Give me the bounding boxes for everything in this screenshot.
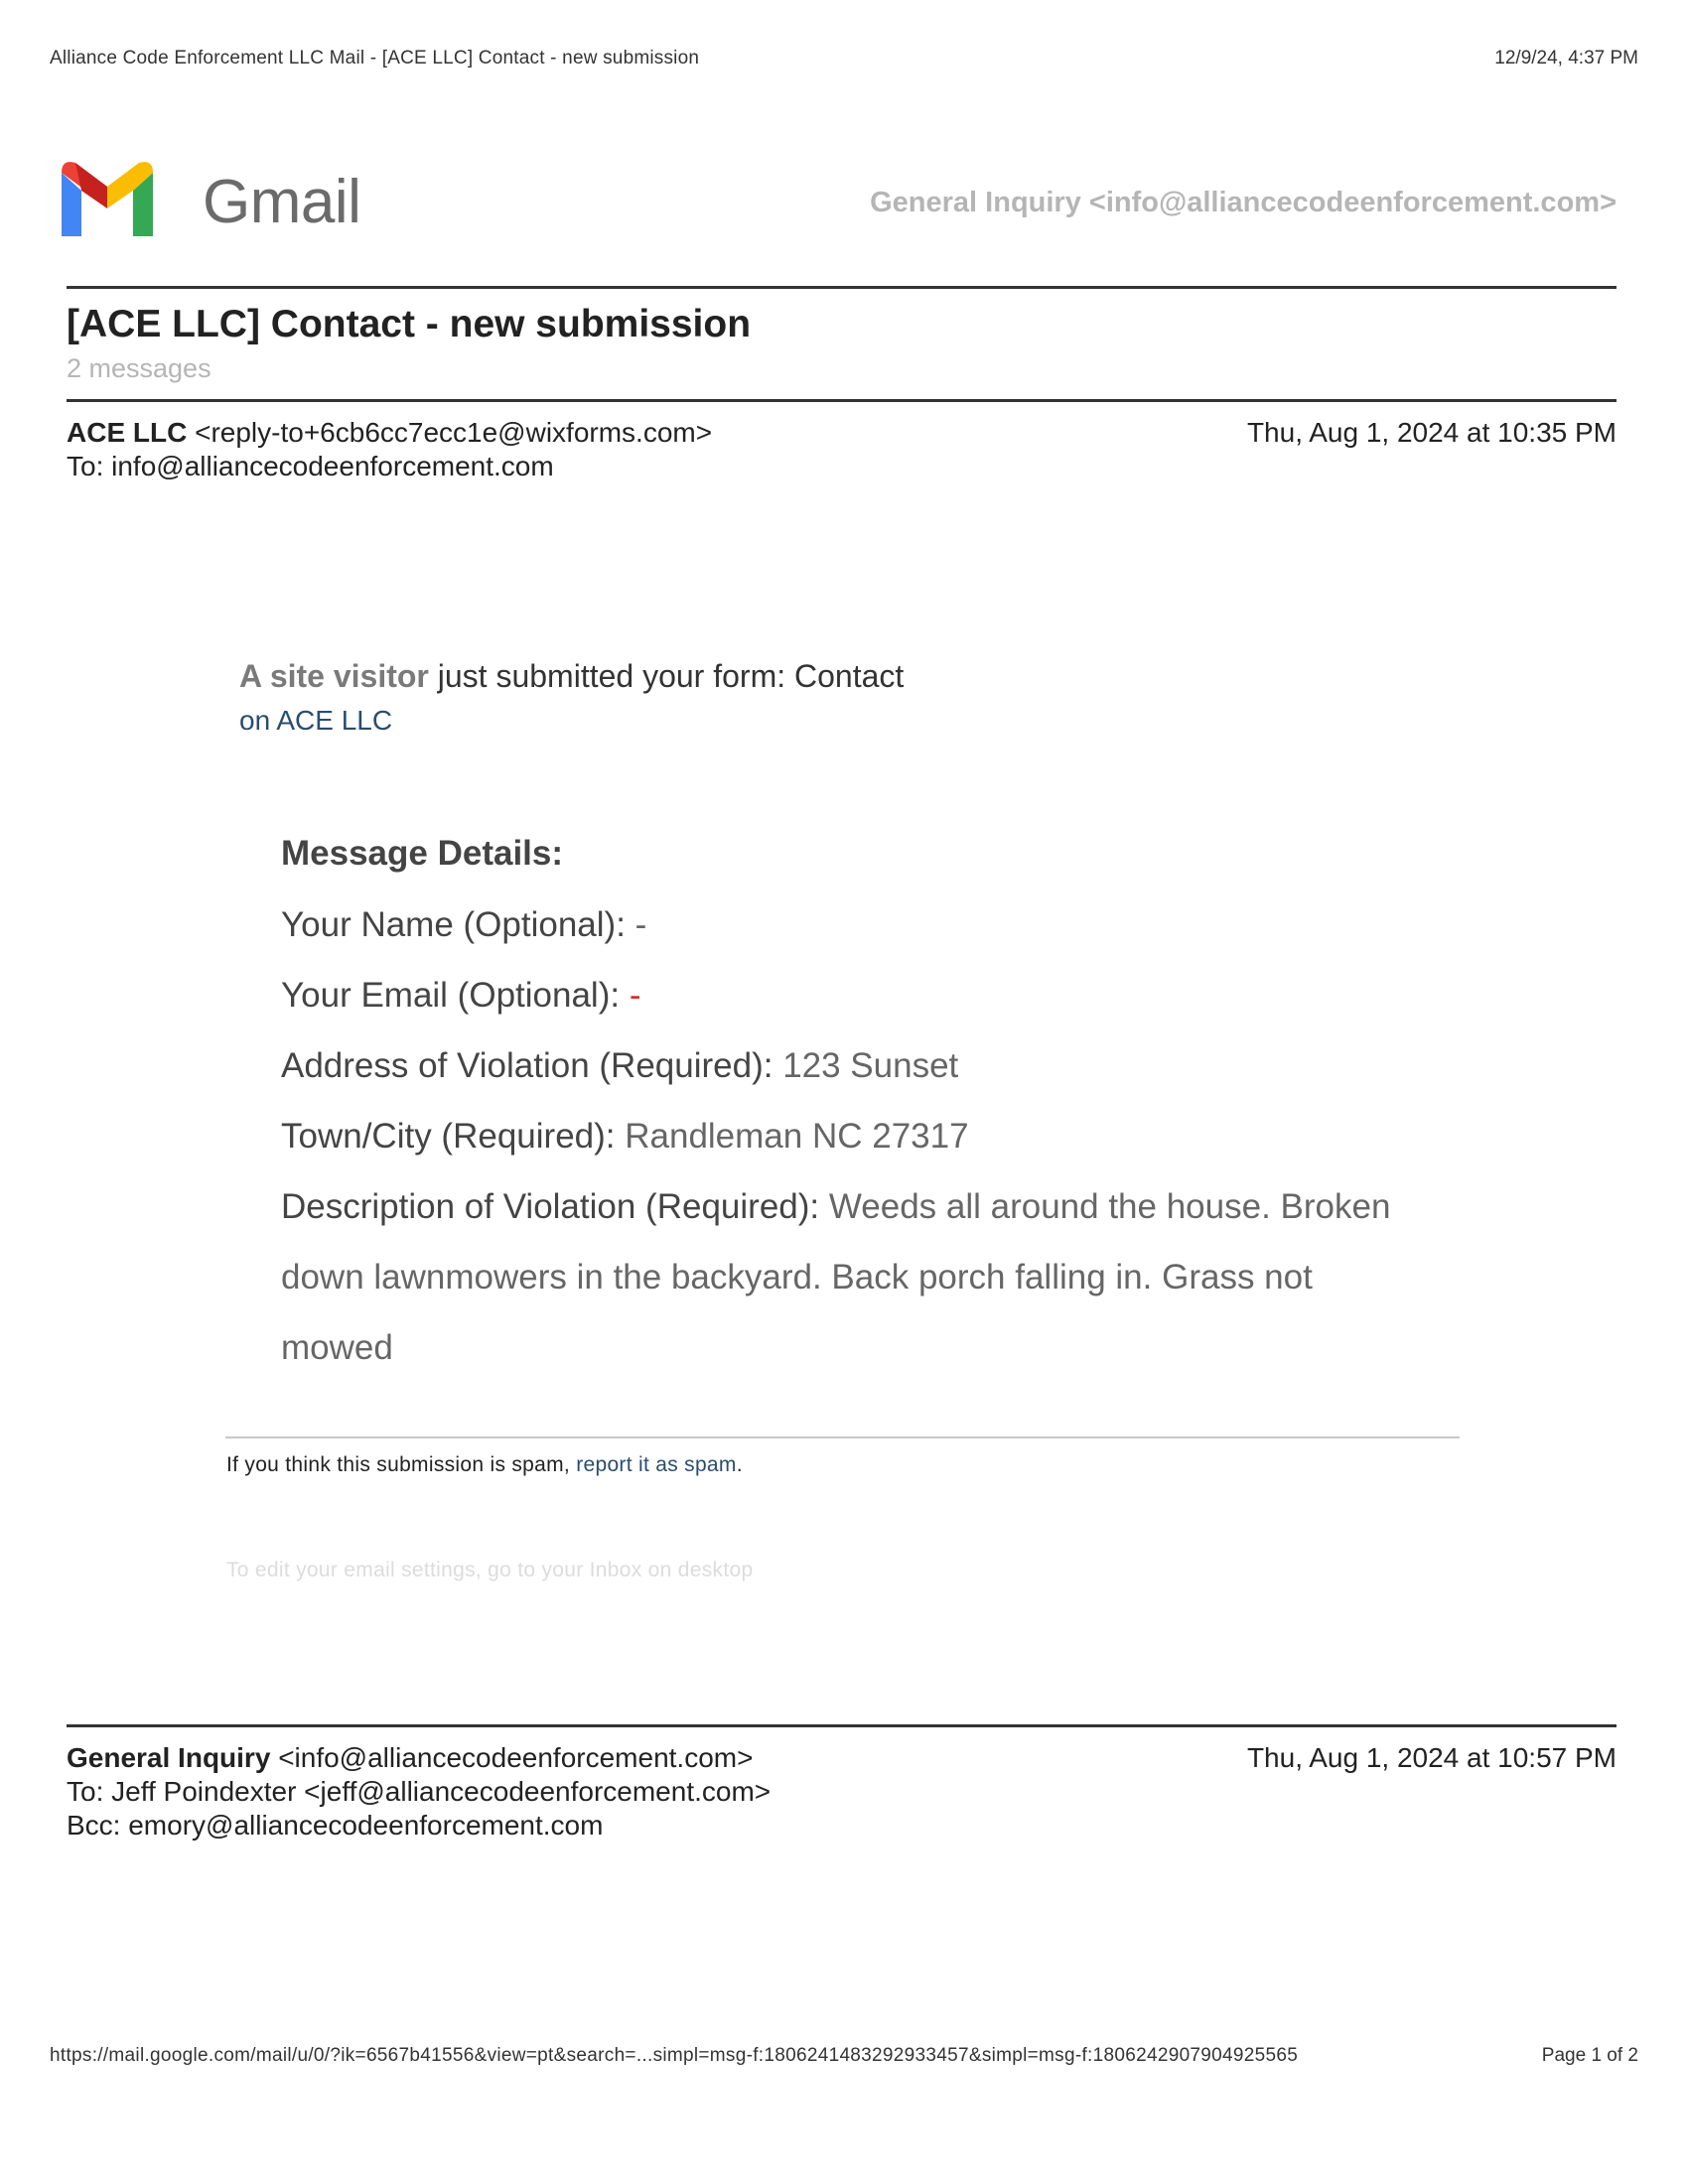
account-address: General Inquiry <info@alliancecodeenforcement.com> xyxy=(870,187,1617,218)
message1-from xyxy=(67,417,712,449)
visitor-text: just submitted your form: Contact xyxy=(428,658,905,694)
field-value: - xyxy=(634,905,647,944)
visitor-label: A site visitor xyxy=(239,658,429,694)
message2-to: To: Jeff Poindexter <jeff@alliancecodeenforcement.com> xyxy=(67,1776,772,1807)
visitor-summary xyxy=(239,658,904,695)
field-label: Your Name (Optional): xyxy=(281,905,635,944)
print-page-number: Page 1 of 2 xyxy=(1541,2045,1638,2066)
field-value: Weeds all around the house. Broken xyxy=(828,1187,1391,1226)
field-value: - xyxy=(629,976,641,1015)
message-details-heading: Message Details: xyxy=(281,834,564,873)
thread-message-count: 2 messages xyxy=(67,353,211,383)
field-value: 123 Sunset xyxy=(782,1046,959,1085)
header-divider xyxy=(67,286,1617,289)
field-town-city xyxy=(281,1117,969,1157)
field-label: Town/City (Required): xyxy=(281,1117,626,1156)
thread-divider xyxy=(67,399,1617,402)
field-your-email xyxy=(281,976,640,1016)
email-settings-note: To edit your email settings, go to your Inbox on desktop xyxy=(226,1559,754,1581)
message1-to: To: info@alliancecodeenforcement.com xyxy=(67,451,554,481)
print-datetime: 12/9/24, 4:37 PM xyxy=(1494,48,1638,68)
field-label: Your Email (Optional): xyxy=(281,976,630,1015)
message2-bcc: Bcc: emory@alliancecodeenforcement.com xyxy=(67,1810,604,1841)
field-address xyxy=(281,1046,958,1086)
site-name: on ACE LLC xyxy=(239,705,393,736)
description-continued: mowed xyxy=(281,1328,393,1367)
field-label: Address of Violation (Required): xyxy=(281,1046,783,1085)
gmail-m-icon xyxy=(56,157,159,242)
spam-notice xyxy=(226,1453,743,1477)
description-continued: down lawnmowers in the backyard. Back porch falling in. Grass not xyxy=(281,1258,1313,1297)
body-divider xyxy=(225,1436,1460,1438)
message2-from xyxy=(67,1742,753,1774)
print-page-title: Alliance Code Enforcement LLC Mail - [ACE LLC] Contact - new submission xyxy=(50,48,700,68)
spam-text: If you think this submission is spam, xyxy=(226,1453,577,1476)
gmail-wordmark: Gmail xyxy=(203,168,361,236)
message1-date: Thu, Aug 1, 2024 at 10:35 PM xyxy=(1246,417,1617,448)
message2-date: Thu, Aug 1, 2024 at 10:57 PM xyxy=(1246,1742,1617,1773)
message2-sender-address: <info@alliancecodeenforcement.com> xyxy=(278,1742,754,1773)
field-your-name xyxy=(281,905,646,945)
message2-sender-name: General Inquiry xyxy=(67,1742,271,1773)
message1-sender-name: ACE LLC xyxy=(67,417,188,448)
spam-end: . xyxy=(736,1453,743,1476)
message1-sender-address: <reply-to+6cb6cc7ecc1e@wixforms.com> xyxy=(195,417,713,448)
print-footer-url: https://mail.google.com/mail/u/0/?ik=6567b41556&view=pt&search=...simpl=msg-f:1806241483292933457&simpl=msg-f:1806242907904925565 xyxy=(50,2045,1299,2066)
field-value: Randleman NC 27317 xyxy=(625,1117,969,1156)
thread-subject: [ACE LLC] Contact - new submission xyxy=(67,303,752,345)
report-spam-link[interactable]: report it as spam xyxy=(576,1453,737,1476)
field-description xyxy=(281,1187,1390,1227)
field-label: Description of Violation (Required): xyxy=(281,1187,829,1226)
message-divider xyxy=(67,1724,1617,1727)
